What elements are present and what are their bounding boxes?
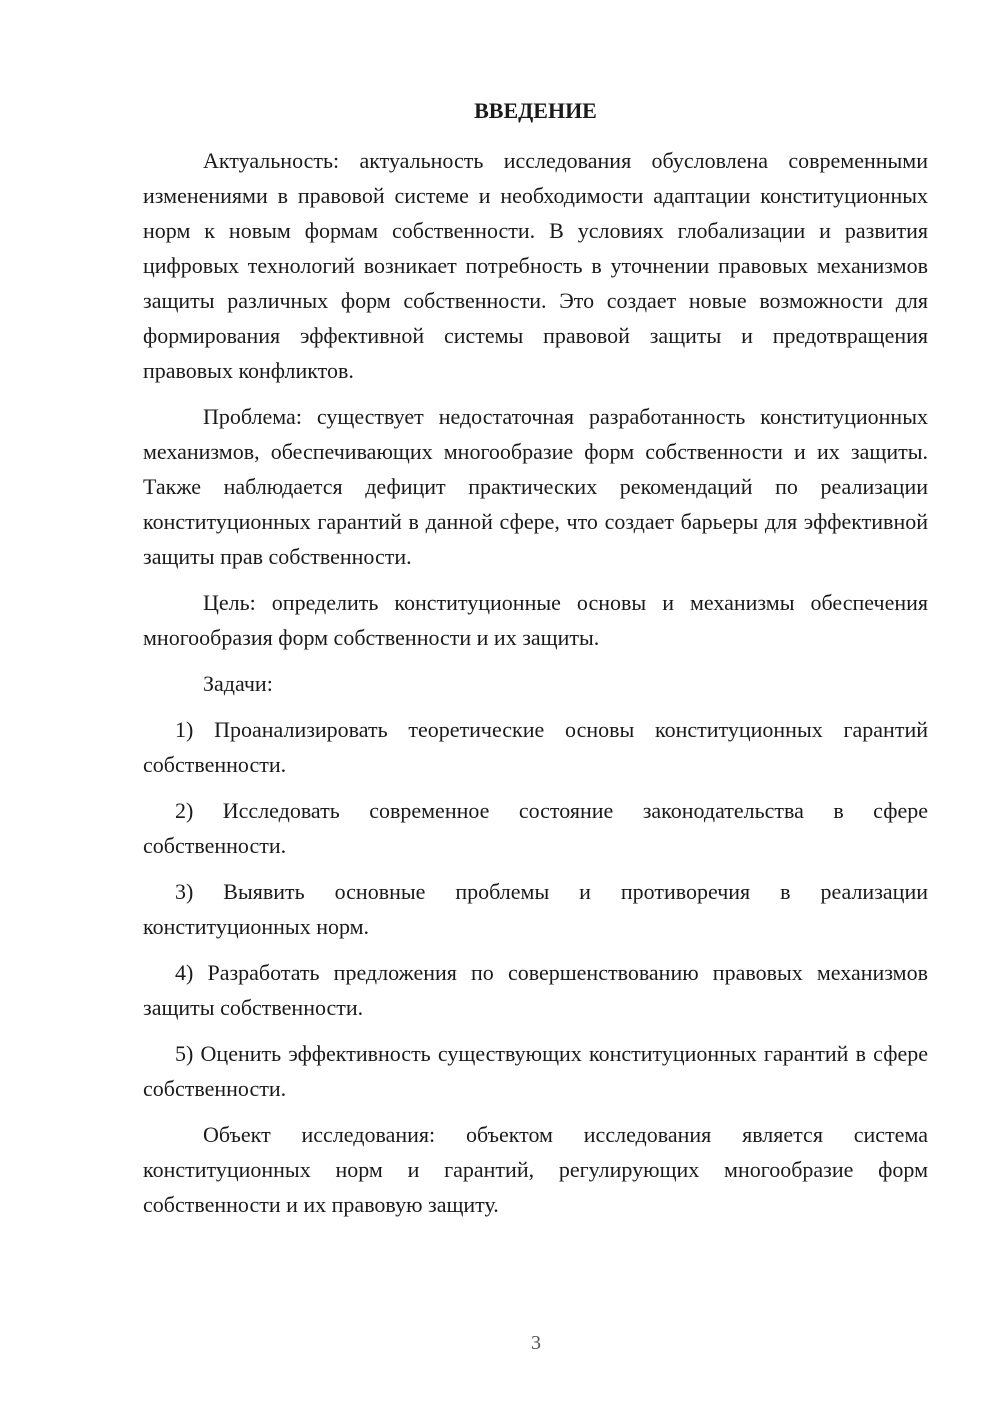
task-item: 2) Исследовать современное состояние законодательства в сфере собственности. <box>143 798 928 858</box>
task-item: 3) Выявить основные проблемы и противоречия в реализации конституционных норм. <box>143 879 928 939</box>
task-item: 4) Разработать предложения по совершенствованию правовых механизмов защиты собственности. <box>143 960 928 1020</box>
goal-paragraph: Цель: определить конституционные основы и механизмы обеспечения многообразия форм собственности и их защиты. <box>143 590 928 650</box>
relevance-paragraph: Актуальность: актуальность исследования обусловлена современными изменениями в правовой системе и необходимости адаптации конституционных норм к новым формам собственности. В условиях глобализации и развития цифровых технологий возникает потребность в уточнении правовых механизмов защиты различных форм собственности. Это создает новые возможности для формирования эффективной системы правовой защиты и предотвращения правовых конфликтов. <box>143 148 928 383</box>
page-number: 3 <box>531 1332 541 1354</box>
problem-paragraph: Проблема: существует недостаточная разработанность конституционных механизмов, обеспечивающих многообразие форм собственности и их защиты. Также наблюдается дефицит практических рекомендаций по реализации конституционных гарантий в данной сфере, что создает барьеры для эффективной защиты прав собственности. <box>143 404 928 569</box>
task-item: 5) Оценить эффективность существующих конституционных гарантий в сфере собственности. <box>143 1041 928 1101</box>
section-heading: ВВЕДЕНИЕ <box>474 98 597 123</box>
object-paragraph: Объект исследования: объектом исследования является система конституционных норм и гарантий, регулирующих многообразие форм собственности и их правовую защиту. <box>143 1122 928 1217</box>
document-page <box>143 96 928 1222</box>
task-item: 1) Проанализировать теоретические основы конституционных гарантий собственности. <box>143 717 928 777</box>
tasks-label: Задачи: <box>203 671 273 696</box>
